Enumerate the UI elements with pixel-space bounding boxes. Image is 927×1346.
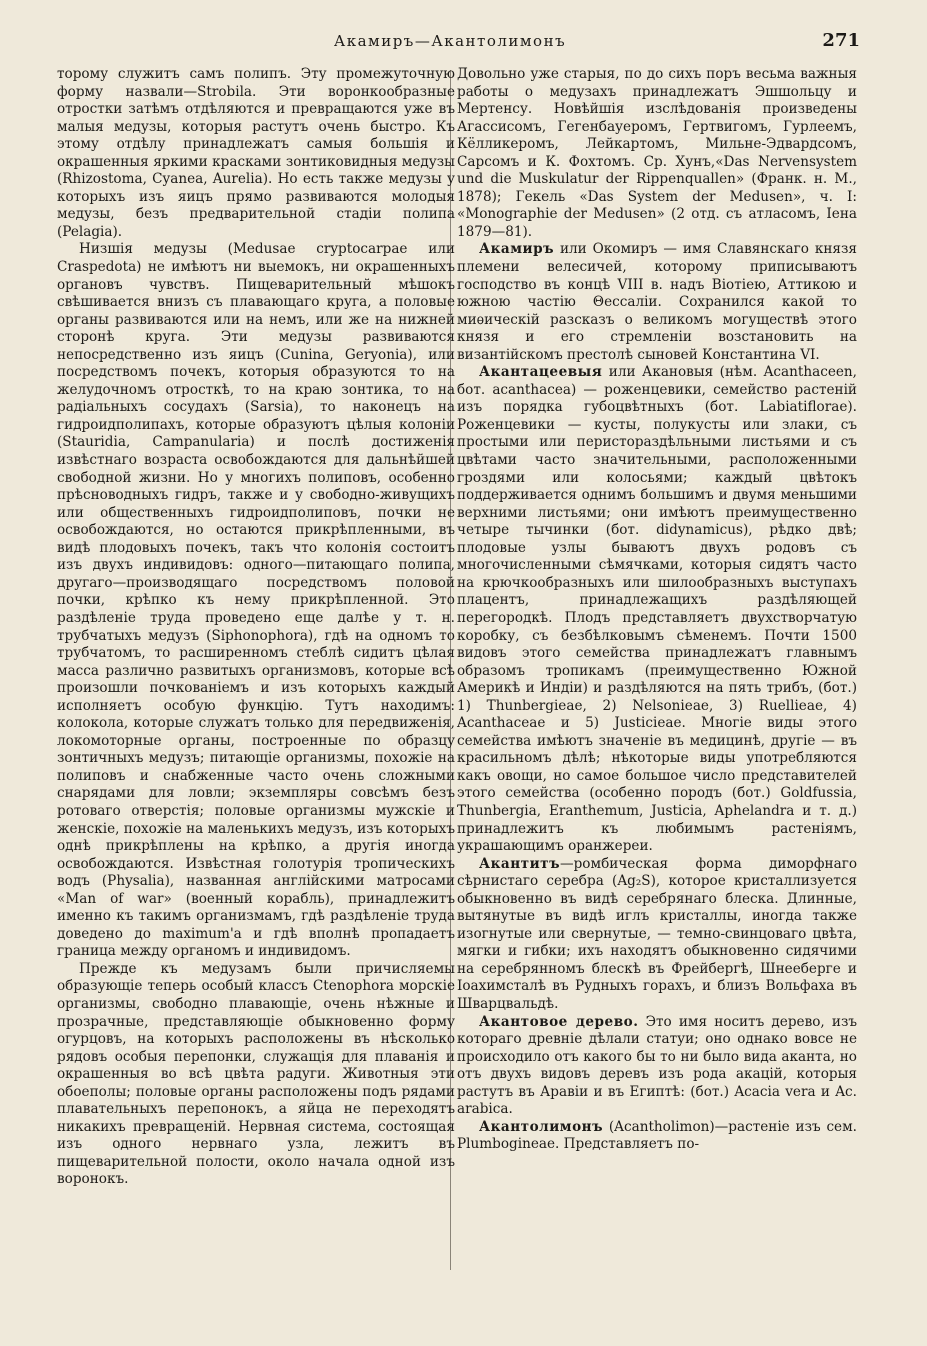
right-column xyxy=(457,66,857,1154)
entry-akantaceevyya xyxy=(457,364,857,855)
paragraph: Низшія медузы (Medusae cryptocarpae или Craspedota) не имѣютъ ни выемокъ, ни окрашенныхъ органовъ чувствъ. Пищеварительный мѣшокъ свѣшивается внизъ съ плавающаго круга, а половые органы развиваются или на немъ, или же на нижней сторонѣ круга. Эти медузы развиваются непосредственно изъ яицъ (Cunina, Geryonia), или посредствомъ почекъ, которыя образуются то на желудочномъ отросткѣ, то на краю зонтика, то на радіальныхъ сосудахъ (Sarsia), то наконецъ на гидроидполипахъ, которые образуютъ цѣлыя колоніи (Stauridia, Campanularia) и послѣ достиженія извѣстнаго возраста освобождаются для дальнѣйшей свободной жизни. Но у многихъ полиповъ, особенно прѣсноводныхъ гидръ, также и у свободно-живущихъ или общественныхъ гидроидполиповъ, почки не освобождаются, но остаются прикрѣпленными, въ видѣ плодовыхъ почекъ, такъ что колонія состоитъ изъ двухъ индивидовъ: одного—питающаго полипа, другаго—производящаго посредствомъ половой почки, крѣпко къ нему прикрѣпленной. Это раздѣленіе труда проведено еще далѣе у т. н. трубчатыхъ медузъ (Siphonophora), гдѣ на одномъ то трубчатомъ, то расширенномъ стеблѣ сидитъ цѣлая масса различно развитыхъ организмовъ, которые всѣ произошли почкованіемъ и изъ которыхъ каждый исполняетъ особую функцію. Тутъ находимъ: колокола, которые служатъ только для передвиженія, локомоторные органы, построенные по образцу зонтичныхъ медузъ; питающіе организмы, похожіе на полиповъ и снабженные часто очень сложными снарядами для ловли; экземпляры совсѣмъ безъ ротоваго отверстія; половые организмы мужскіе и женскіе, похожіе на маленькихъ медузъ, изъ которыхъ однѣ прикрѣплены на крѣпко, а другія иногда освобождаются. Извѣстная голотурія тропическихъ водъ (Physalia), названная англійскими матросами «Man of war» (военный корабль), принадлежитъ именно къ такимъ организмамъ, гдѣ раздѣленіе труда доведено до maximum'а и гдѣ вполнѣ пропадаетъ граница между органомъ и индивидомъ. xyxy=(57,241,455,960)
entry-text: или Окомиръ — имя Славянскаго князя племени велесичей, которому приписываютъ господство въ концѣ VIII в. надъ Віотіею, Аттикою и южною частію Θессаліи. Сохранился какой то миѳическій разсказъ о великомъ могуществѣ этого князя и его стремленіи возстановить на византійскомъ престолѣ сыновей Константина VI. xyxy=(457,241,857,363)
entry-text: или Акановыя (нѣм. Acanthaceen, бот. acanthacea) — роженцевики, семейство растеній изъ порядка губоцвѣтныхъ (бот. Labiatiflorae). Роженцевики — кусты, полукусты или злаки, съ простыми или перистораздѣльными листьями и съ цвѣтами часто значительными, расположенными гроздями или колосьями; каждый цвѣтокъ поддерживается однимъ большимъ и двумя меньшими верхними листьями; они имѣютъ преимущественно четыре тычинки (бот. didynamicus), рѣдко двѣ; плодовые узлы бываютъ двухъ родовъ съ многочисленными сѣмячками, которыя сидятъ часто на крючкообразныхъ или шилообразныхъ выступахъ плацентъ, принадлежащихъ раздѣляющей перегородкѣ. Плодъ представляетъ двухстворчатую коробку, съ безбѣлковымъ сѣменемъ. Почти 1500 видовъ этого семейства принадлежатъ главнымъ образомъ тропикамъ (преимущественно Южной Америкѣ и Индіи) и раздѣляются на пять трибъ, (бот.) 1) Thunbergieae, 2) Nelsonieae, 3) Ruellieae, 4) Acanthaceae и 5) Justicieae. Многіе виды этого семейства имѣютъ значеніе въ медицинѣ, другіе — въ красильномъ дѣлѣ; нѣкоторые виды употребляются какъ овощи, но самое большое число представителей этого семейства (особенно породъ (бот.) Goldfussia, Thunbergia, Eranthemum, Justicia, Aphelandra и т. д.) принадлежитъ къ любимымъ растеніямъ, украшающимъ оранжереи. xyxy=(457,364,857,855)
entry-headword: Акантолимонъ xyxy=(479,1118,604,1135)
paragraph: Довольно уже старыя, по до сихъ поръ весьма важныя работы о медузахъ принадлежатъ Эшшольцу и Мертенсу. Новѣйшія изслѣдованія произведены Агассисомъ, Гегенбауеромъ, Гертвигомъ, Гурлеемъ, Кёлликеромъ, Лейкартомъ, Мильне-Эдвардсомъ, Сарсомъ и К. Фохтомъ. Ср. Хунъ,«Das Nervensystem und die Muskulatur der Rippenquallen» (Франк. н. М., 1878); Гекель «Das System der Medusen», ч. I: «Monographie der Medusen» (2 отд. съ атласомъ, Iена 1879—81). xyxy=(457,66,857,240)
entry-text: Это имя носитъ дерево, изъ котораго древніе дѣлали статуи; оно однако вовсе не происходило отъ какого бы то ни было вида аканта, но отъ двухъ видовъ деревъ изъ рода акацій, которыя растутъ въ Аравіи и въ Египтѣ: (бот.) Acacia vera и Ac. arabica. xyxy=(457,1013,858,1118)
page-header xyxy=(40,30,860,60)
entry-akantovoe-derevo xyxy=(457,1014,857,1119)
left-column xyxy=(57,66,455,1189)
entry-text: (Acantholimon)—растеніе изъ сем. Plumbogineae. Представляетъ по- xyxy=(457,1118,857,1153)
page-number: 271 xyxy=(822,30,860,51)
entry-akantolimon xyxy=(457,1119,857,1154)
entry-akantit xyxy=(457,856,857,1014)
entry-headword: Акантацеевыя xyxy=(479,364,603,381)
entry-akamir xyxy=(457,241,857,364)
entry-headword: Акамиръ xyxy=(479,241,555,258)
paragraph: Прежде къ медузамъ были причисляемы образующіе теперь особый классъ Ctenophora морскіе организмы, свободно плавающіе, очень нѣжные и прозрачные, представляющіе обыкновенно форму огурцовъ, на которыхъ расположены въ нѣсколько рядовъ особыя перепонки, служащія для плаванія и окрашенныя во всѣ цвѣта радуги. Животныя эти обоеполы; половые органы расположены подъ рядами плавательныхъ перепонокъ, а яйца не переходятъ никакихъ превращеній. Нервная система, состоящая изъ одного нервнаго узла, лежитъ въ пищеварительной полости, около начала одной изъ воронокъ. xyxy=(57,960,455,1188)
entry-headword: Акантовое дерево. xyxy=(479,1013,639,1030)
entry-headword: Акантитъ xyxy=(479,855,561,872)
running-title: Акамиръ—Акантолимонъ xyxy=(333,32,567,50)
paragraph: торому служитъ самъ полипъ. Эту промежуточную форму назвали—Strobila. Эти воронкообразные отростки затѣмъ отдѣляются и превращаются уже въ малыя медузы, которыя растутъ очень быстро. Къ этому отдѣлу принадлежатъ самыя большія и окрашенныя яркими красками зонтиковидныя медузы (Rhizostoma, Cyanea, Aurelia). Но есть также медузы у которыхъ изъ яицъ прямо развиваются молодыя медузы, безъ предварительной стадіи полипа (Pelagia). xyxy=(57,66,455,240)
entry-text: —ромбическая форма диморфнаго сѣрнистаго серебра (Ag₂S), которое кристаллизуется обыкновенно въ видѣ серебрянаго блеска. Длинные, вытянутые въ видѣ иглъ кристаллы, иногда также изогнутые или свернутые, — темно-свинцоваго цвѣта, мягки и гибки; ихъ находятъ обыкновенно сидячими на серебрянномъ блескѣ въ Фрейбергѣ, Шнееберге и Іоахимсталѣ въ Рудныхъ горахъ, и близъ Вольфаха въ Шварцвальдѣ. xyxy=(457,855,857,1012)
